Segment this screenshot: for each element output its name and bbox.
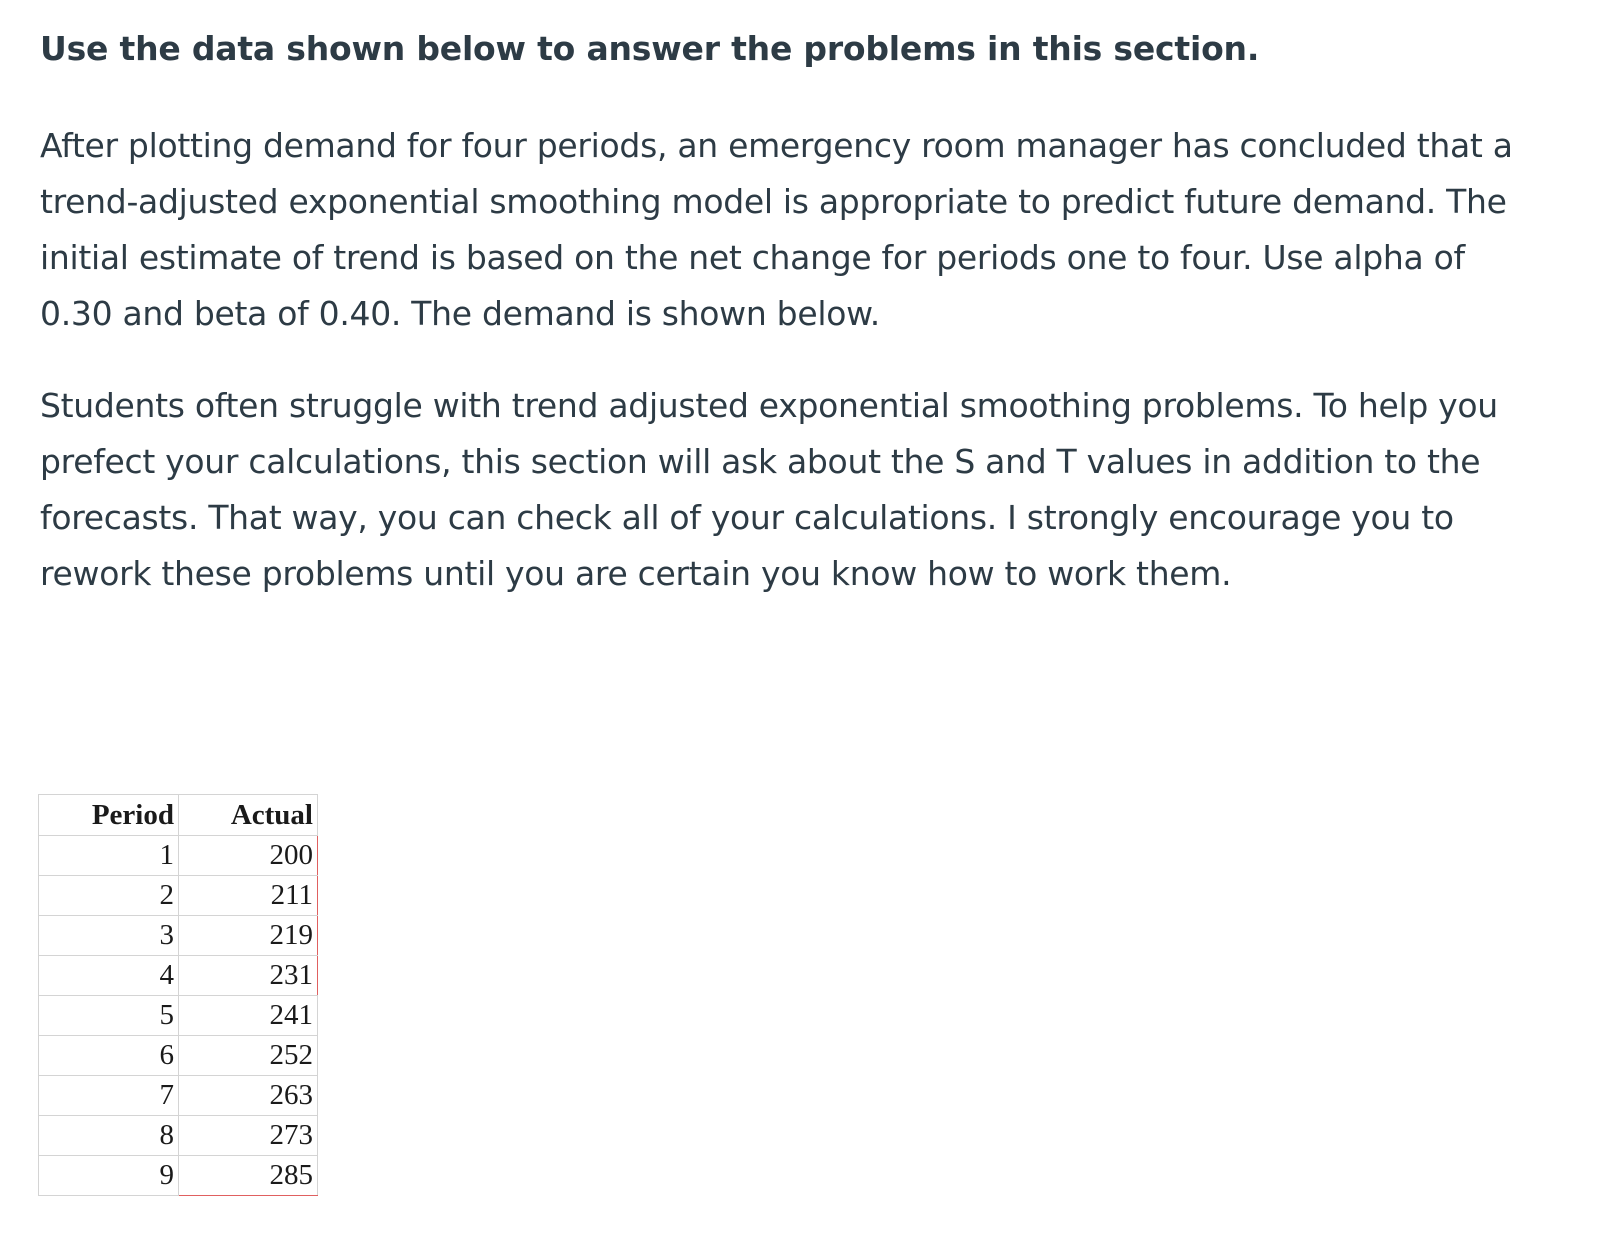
table-row [39,836,318,876]
actual-cell: 231 [179,956,318,996]
period-cell: 1 [39,836,179,876]
actual-cell: 273 [179,1116,318,1156]
period-cell: 4 [39,956,179,996]
demand-table [38,794,318,1196]
table-row [39,1116,318,1156]
instructions-paragraph: Students often struggle with trend adjusted exponential smoothing problems. To help you prefect your calculations, this section will ask about the S and T values in addition to the forecasts. That way, you can check all of your calculations. I strongly encourage you to rework these problems until you are certain you know how to work them. [40,386,1498,593]
period-cell: 7 [39,1076,179,1116]
period-cell: 6 [39,1036,179,1076]
table-row [39,916,318,956]
period-cell: 3 [39,916,179,956]
table-row [39,1076,318,1116]
table-row [39,1036,318,1076]
problem-description: After plotting demand for four periods, an emergency room manager has concluded that a trend-adjusted exponential smoothing model is appropriate to predict future demand. The initial estimate of trend is based on the net change for periods one to four. Use alpha of 0.30 and beta of 0.40. The demand is shown below. [40,126,1513,333]
header-actual: Actual [179,795,318,836]
table-row [39,956,318,996]
period-cell: 9 [39,1156,179,1196]
actual-cell: 252 [179,1036,318,1076]
period-cell: 8 [39,1116,179,1156]
actual-cell: 219 [179,916,318,956]
actual-cell: 211 [179,876,318,916]
table-row [39,876,318,916]
actual-cell: 285 [179,1156,318,1196]
actual-cell: 241 [179,996,318,1036]
table-header-row [39,795,318,836]
section-heading: Use the data shown below to answer the problems in this section. [40,29,1260,68]
table-row [39,1156,318,1196]
content-area [40,26,1580,593]
table-row [39,996,318,1036]
period-cell: 2 [39,876,179,916]
header-period: Period [39,795,179,836]
actual-cell: 200 [179,836,318,876]
actual-cell: 263 [179,1076,318,1116]
period-cell: 5 [39,996,179,1036]
